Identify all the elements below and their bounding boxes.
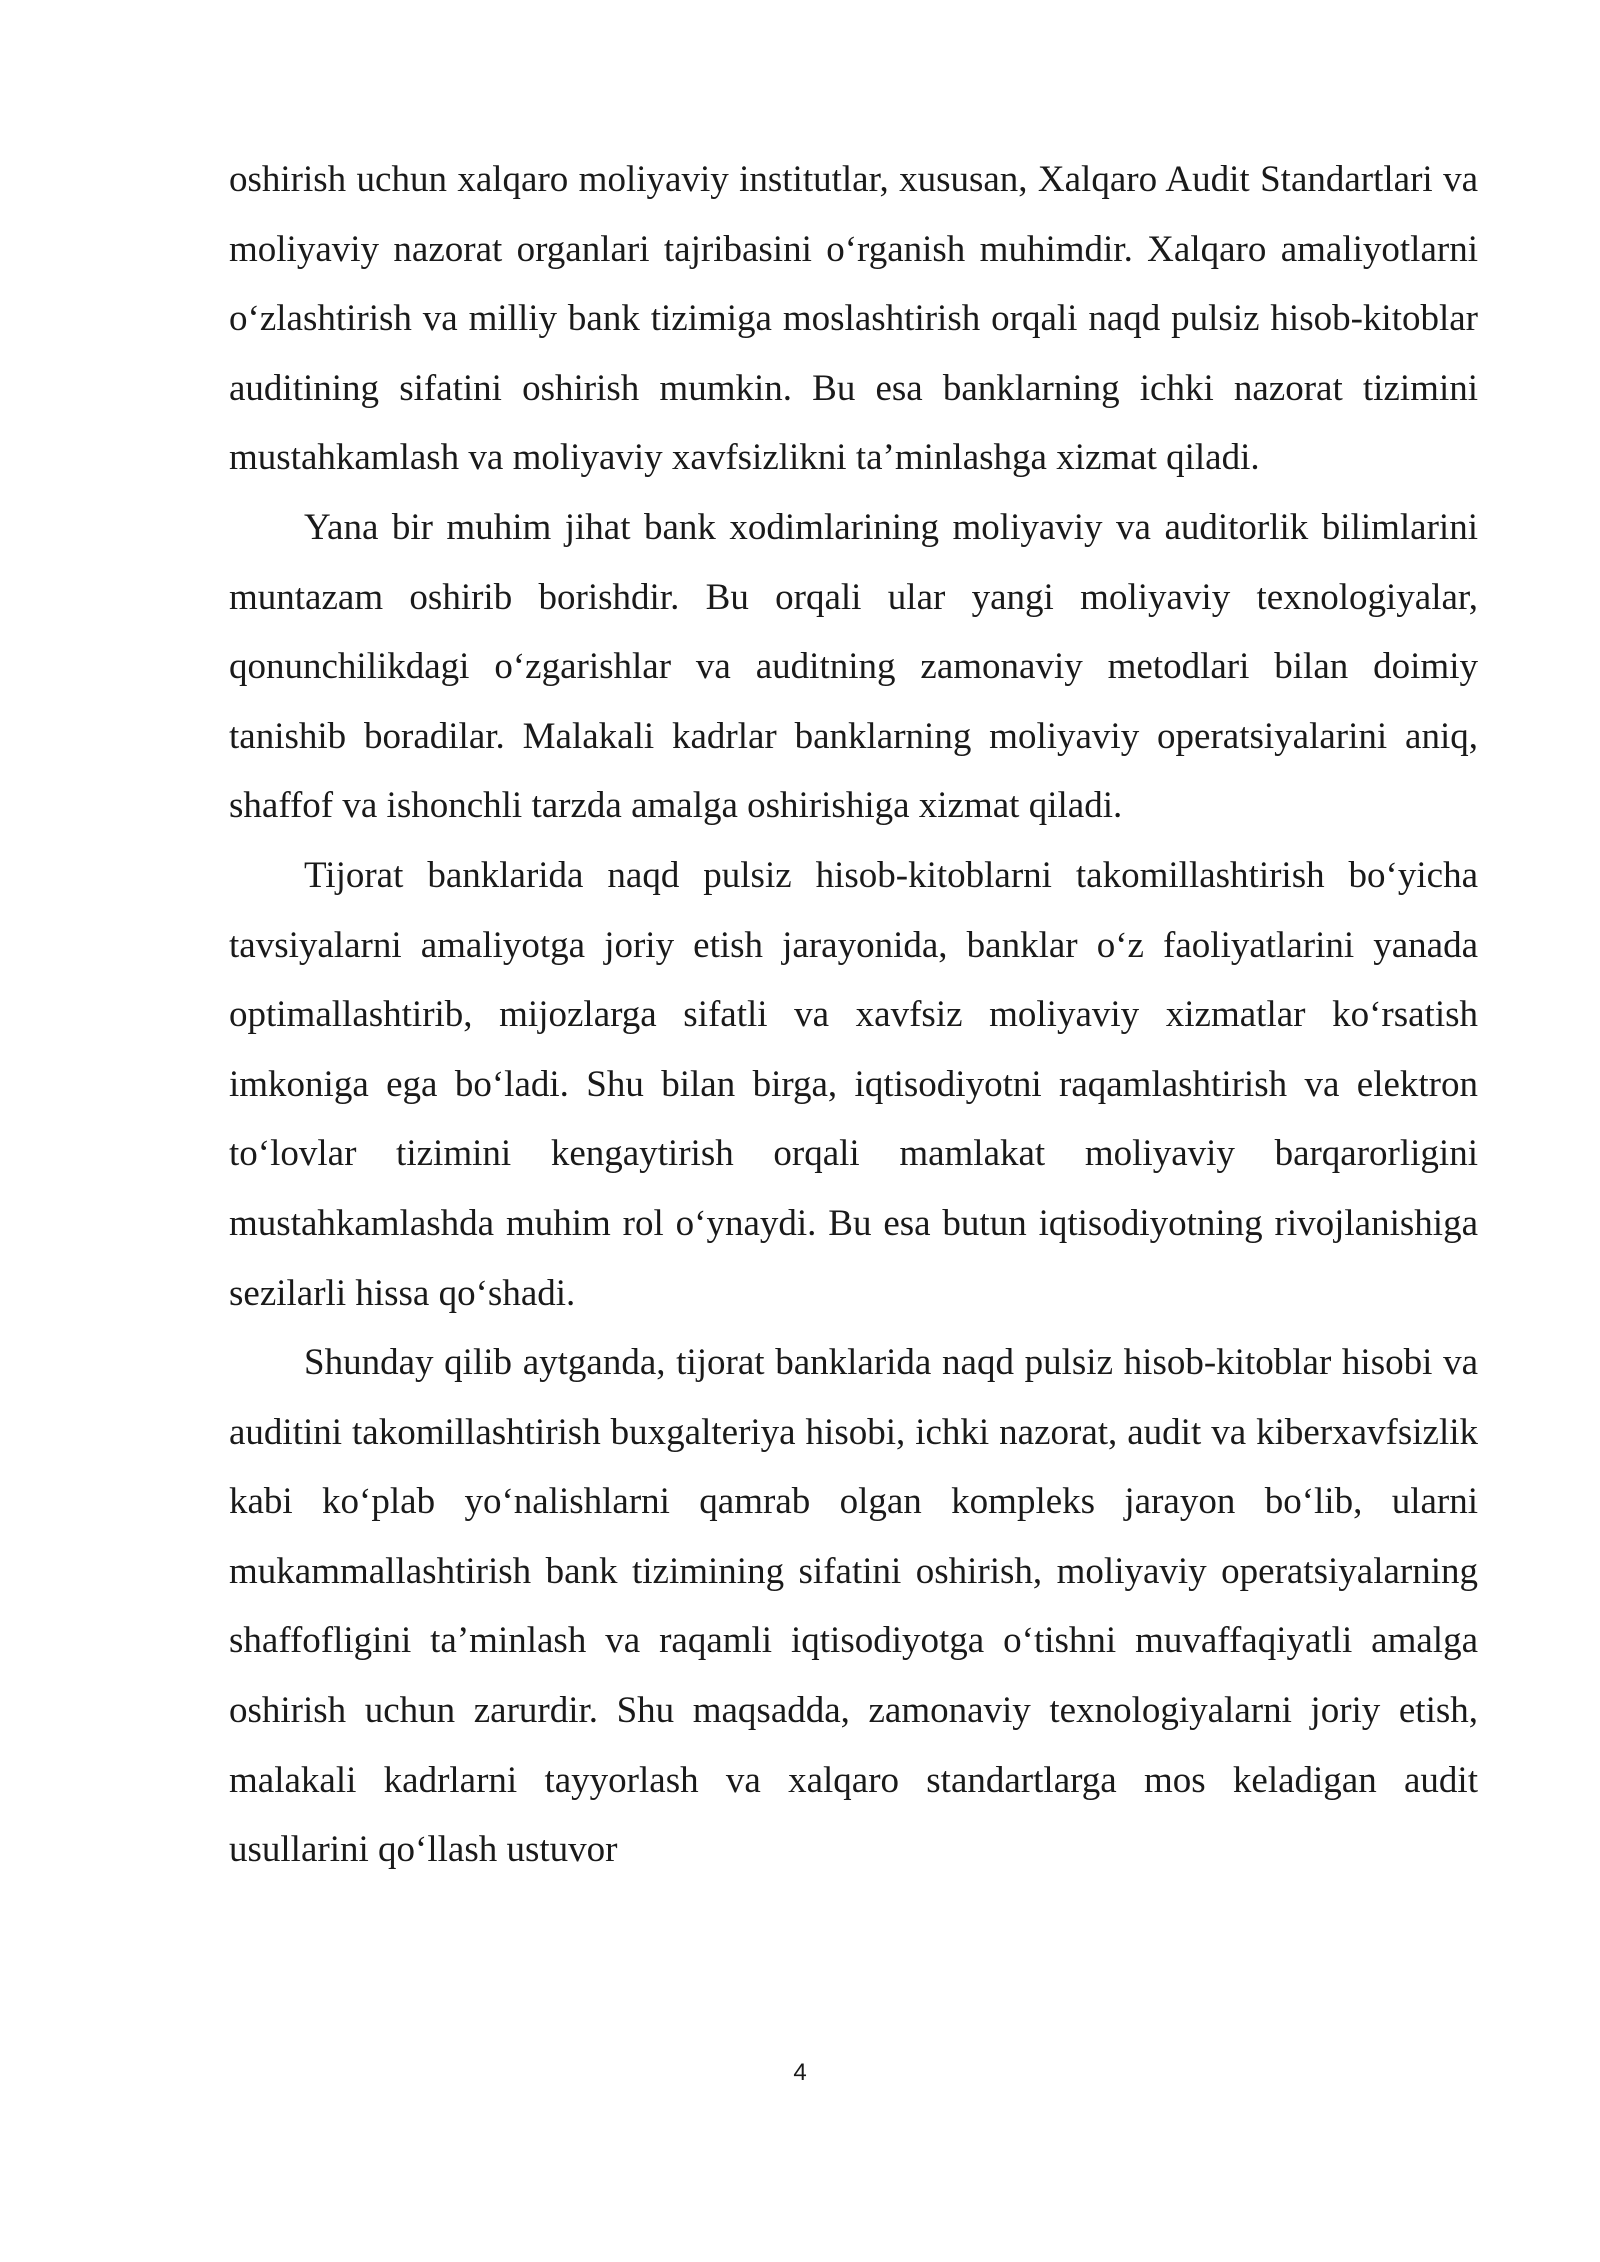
paragraph-conclusion: Shunday qilib aytganda, tijorat banklarida naqd pulsiz hisob-kitoblar hisobi va auditini takomillashtirish buxgalteriya hisobi, ichki nazorat, audit va kiberxavfsizlik kabi koʻplab yoʻnalishlarni qamrab olgan kompleks jarayon boʻlib, ularni mukammallashtirish bank tizimining sifatini oshirish, moliyaviy operatsiyalarning shaffofligini ta’minlash va raqamli iqtisodiyotga oʻtishni muvaffaqiyatli amalga oshirish uchun zarurdir. Shu maqsadda, zamonaviy texnologiyalarni joriy etish, malakali kadrlarni tayyorlash va xalqaro standartlarga mos keladigan audit usullarini qoʻllash ustuvor [229,1342,1478,1871]
paragraph-recommendations: Tijorat banklarida naqd pulsiz hisob-kitoblarni takomillashtirish boʻyicha tavsiyalarni amaliyotga joriy etish jarayonida, banklar oʻz faoliyatlarini yanada optimallashtirib, mijozlarga sifatli va xavfsiz moliyaviy xizmatlar koʻrsatish imkoniga ega boʻladi. Shu bilan birga, iqtisodiyotni raqamlashtirish va elektron toʻlovlar tizimini kengaytirish orqali mamlakat moliyaviy barqarorligini mustahkamlashda muhim rol oʻynaydi. Bu esa butun iqtisodiyotning rivojlanishiga sezilarli hissa qoʻshadi. [229,854,1478,1314]
paragraph-continued: oshirish uchun xalqaro moliyaviy institutlar, xususan, Xalqaro Audit Standartlari va moliyaviy nazorat organlari tajribasini oʻrganish muhimdir. Xalqaro amaliyotlarni oʻzlashtirish va milliy bank tizimiga moslashtirish orqali naqd pulsiz hisob-kitoblar auditining sifatini oshirish mumkin. Bu esa banklarning ichki nazorat tizimini mustahkamlash va moliyaviy xavfsizlikni ta’minlashga xizmat qiladi. [229,159,1478,479]
paragraph-staff-training: Yana bir muhim jihat bank xodimlarining moliyaviy va auditorlik bilimlarini muntazam oshirib borishdir. Bu orqali ular yangi moliyaviy texnologiyalar, qonunchilikdagi oʻzgarishlar va auditning zamonaviy metodlari bilan doimiy tanishib boradilar. Malakali kadrlar banklarning moliyaviy operatsiyalarini aniq, shaffof va ishonchli tarzda amalga oshirishiga xizmat qiladi. [229,506,1478,827]
page-number: 4 [793,2059,807,2086]
body-text [229,145,1478,1885]
